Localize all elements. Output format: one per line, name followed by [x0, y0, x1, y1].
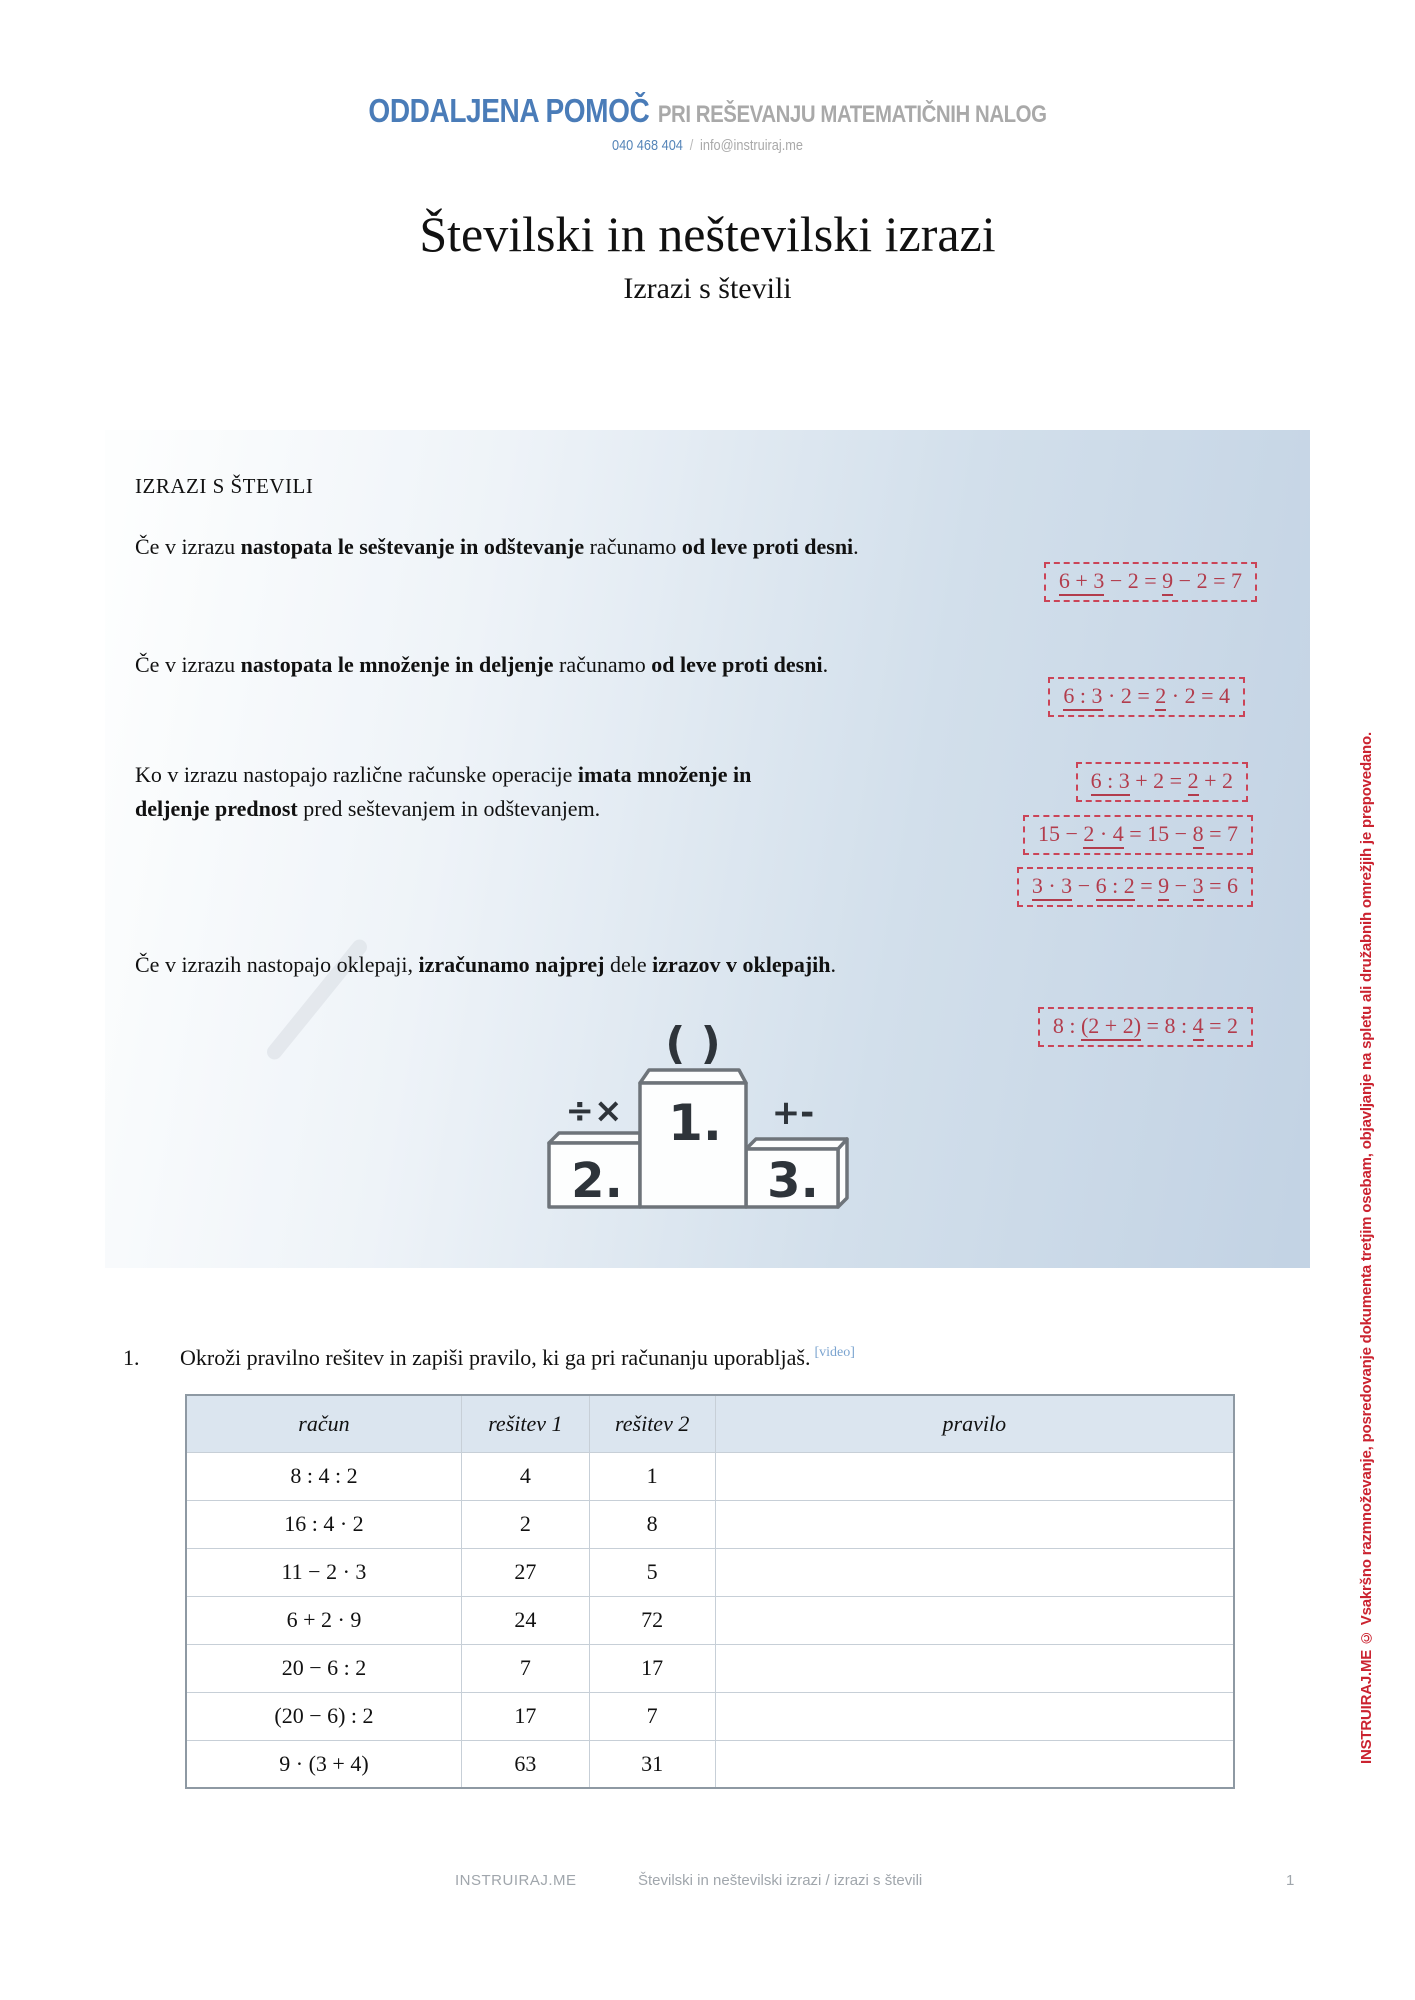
- cell-resitev-2: 1: [589, 1452, 715, 1500]
- underlined-operand: 6 : 3: [1091, 768, 1130, 796]
- cell-racun: 20 − 6 : 2: [186, 1644, 461, 1692]
- cell-pravilo: [715, 1740, 1234, 1788]
- divide-multiply-symbol: ÷×: [565, 1091, 623, 1131]
- exercise-1: [123, 1345, 855, 1371]
- example-box-precedence-1: [1076, 762, 1248, 802]
- rule-text: .: [822, 652, 829, 677]
- expression-text: + 2: [1198, 768, 1233, 793]
- cell-racun: (20 − 6) : 2: [186, 1692, 461, 1740]
- table-row: [186, 1500, 1234, 1548]
- page-title: Številski in neštevilski izrazi: [419, 206, 996, 262]
- example-box-add-subtract: [1044, 562, 1257, 602]
- expression-text: − 2 = 7: [1173, 568, 1242, 593]
- cell-resitev-2: 5: [589, 1548, 715, 1596]
- video-link[interactable]: [video]: [814, 1345, 855, 1360]
- expression-text: 8 :: [1052, 1013, 1081, 1038]
- podium-rank-first: 1.: [668, 1094, 722, 1152]
- underlined-operand: (2 + 2): [1081, 1013, 1141, 1041]
- underlined-operand: 3 · 3: [1032, 873, 1072, 901]
- page-subtitle: Izrazi s števili: [623, 272, 792, 305]
- expression-text: = 2: [1203, 1013, 1238, 1038]
- rule-bold-text: izrazov v oklepajih: [652, 952, 831, 977]
- rule-bold-text: imata množenje in deljenje prednost: [135, 762, 752, 822]
- expression-text: −: [1072, 873, 1096, 898]
- contact-separator: /: [689, 137, 694, 154]
- expression-text: = 7: [1203, 821, 1238, 846]
- rule-precedence: [135, 758, 780, 826]
- table-row: [186, 1740, 1234, 1788]
- table-body: [186, 1452, 1234, 1788]
- example-box-parentheses: [1038, 1007, 1253, 1047]
- column-header: pravilo: [715, 1395, 1234, 1452]
- rule-add-subtract: [135, 530, 859, 564]
- email-address: info@instruiraj.me: [700, 137, 803, 154]
- rule-bold-text: izračunamo najprej: [418, 952, 605, 977]
- cell-racun: 8 : 4 : 2: [186, 1452, 461, 1500]
- table-row: [186, 1548, 1234, 1596]
- copyright-side-note: INSTRUIRAJ.ME © Vsakršno razmnoževanje, posredovanje dokumenta tretjim osebam, objavljanje na spletu ali družabnih omrežjih je prepovedano.: [1358, 732, 1375, 1764]
- rule-text: .: [853, 534, 859, 559]
- rule-bold-text: nastopata le seštevanje in odštevanje: [240, 534, 585, 559]
- cell-pravilo: [715, 1644, 1234, 1692]
- rule-text: .: [830, 952, 837, 977]
- cell-pravilo: [715, 1596, 1234, 1644]
- exercise-instruction: Okroži pravilno rešitev in zapiši pravilo, ki ga pri računanju uporabljaš.: [180, 1345, 811, 1370]
- parentheses-symbol: ( ): [665, 1018, 721, 1069]
- cell-resitev-1: 63: [461, 1740, 589, 1788]
- cell-pravilo: [715, 1692, 1234, 1740]
- column-header: rešitev 2: [589, 1395, 715, 1452]
- underlined-operand: 2: [1188, 768, 1199, 796]
- plus-minus-symbol: +-: [771, 1093, 815, 1133]
- underlined-operand: 6 : 2: [1096, 873, 1135, 901]
- rule-bold-text: od leve proti desni: [651, 652, 823, 677]
- cell-resitev-2: 8: [589, 1500, 715, 1548]
- info-box-heading: IZRAZI S ŠTEVILI: [135, 474, 314, 498]
- rule-multiply-divide: [135, 648, 828, 682]
- example-box-multiply-divide: [1048, 677, 1245, 717]
- cell-resitev-1: 17: [461, 1692, 589, 1740]
- table-row: [186, 1644, 1234, 1692]
- cell-pravilo: [715, 1548, 1234, 1596]
- expression-text: =: [1134, 873, 1159, 898]
- rule-text: računamo: [553, 652, 652, 677]
- cell-resitev-2: 7: [589, 1692, 715, 1740]
- cell-resitev-1: 4: [461, 1452, 589, 1500]
- rule-bold-text: od leve proti desni: [681, 534, 854, 559]
- underlined-operand: 9: [1162, 568, 1173, 596]
- expression-text: 15 −: [1038, 821, 1084, 846]
- column-header: rešitev 1: [461, 1395, 589, 1452]
- cell-resitev-1: 27: [461, 1548, 589, 1596]
- example-box-precedence-2: [1023, 815, 1253, 855]
- brand-name: ODDALJENA POMOČ: [368, 92, 650, 129]
- rule-text: Če v izrazu: [135, 534, 241, 559]
- exercise-text: [180, 1345, 855, 1371]
- rule-parentheses: [135, 948, 836, 982]
- letterhead: [106, 92, 1309, 154]
- underlined-operand: 3: [1193, 873, 1204, 901]
- rules-info-box: [105, 430, 1310, 1268]
- footer-page-number: 1: [1286, 1872, 1295, 1889]
- underlined-operand: 6 + 3: [1059, 568, 1104, 596]
- cell-resitev-1: 2: [461, 1500, 589, 1548]
- underlined-operand: 9: [1158, 873, 1169, 901]
- cell-racun: 16 : 4 · 2: [186, 1500, 461, 1548]
- rule-text: računamo: [584, 534, 682, 559]
- priority-podium-illustration: [543, 1012, 863, 1217]
- letterhead-brand-line: [106, 92, 1309, 130]
- cell-resitev-2: 17: [589, 1644, 715, 1692]
- expression-text: · 2 = 4: [1166, 683, 1230, 708]
- rule-text: Ko v izrazu nastopajo različne računske operacije: [135, 762, 578, 787]
- cell-pravilo: [715, 1452, 1234, 1500]
- footer-brand: INSTRUIRAJ.ME: [455, 1872, 577, 1889]
- column-header: račun: [186, 1395, 461, 1452]
- underlined-operand: 8: [1193, 821, 1204, 849]
- cell-racun: 11 − 2 · 3: [186, 1548, 461, 1596]
- podium-rank-third: 3.: [767, 1153, 819, 1209]
- underlined-operand: 4: [1193, 1013, 1204, 1041]
- brand-tagline: PRI REŠEVANJU MATEMATIČNIH NALOG: [657, 101, 1047, 128]
- expression-text: = 8 :: [1141, 1013, 1193, 1038]
- cell-resitev-2: 31: [589, 1740, 715, 1788]
- table-row: [186, 1596, 1234, 1644]
- table-row: [186, 1452, 1234, 1500]
- cell-racun: 9 · (3 + 4): [186, 1740, 461, 1788]
- table-row: [186, 1692, 1234, 1740]
- podium-rank-second: 2.: [571, 1153, 623, 1209]
- cell-pravilo: [715, 1500, 1234, 1548]
- contact-line: [106, 137, 1309, 154]
- cell-resitev-2: 72: [589, 1596, 715, 1644]
- exercise-number: 1.: [123, 1345, 140, 1370]
- cell-resitev-1: 7: [461, 1644, 589, 1692]
- rule-text: Če v izrazih nastopajo oklepaji,: [135, 952, 419, 977]
- example-box-precedence-3: [1017, 867, 1253, 907]
- cell-racun: 6 + 2 · 9: [186, 1596, 461, 1644]
- phone-number: 040 468 404: [611, 137, 683, 154]
- underlined-operand: 6 : 3: [1063, 683, 1102, 711]
- table-header-row: [186, 1395, 1234, 1452]
- rule-text: dele: [604, 952, 653, 977]
- expression-text: · 2 =: [1102, 683, 1156, 708]
- podium-center-top-face: [640, 1070, 746, 1083]
- cell-resitev-1: 24: [461, 1596, 589, 1644]
- expression-text: = 6: [1203, 873, 1238, 898]
- underlined-operand: 2 · 4: [1083, 821, 1123, 849]
- expression-text: + 2 =: [1129, 768, 1188, 793]
- rule-bold-text: nastopata le množenje in deljenje: [240, 652, 554, 677]
- exercise-table: [185, 1394, 1235, 1789]
- rule-text: pred seštevanjem in odštevanjem.: [297, 796, 601, 822]
- expression-text: = 15 −: [1123, 821, 1193, 846]
- expression-text: −: [1169, 873, 1193, 898]
- underlined-operand: 2: [1155, 683, 1166, 711]
- footer-doc-title: Številski in neštevilski izrazi / izrazi s števili: [638, 1872, 923, 1889]
- expression-text: − 2 =: [1104, 568, 1163, 593]
- rule-text: Če v izrazu: [135, 652, 241, 677]
